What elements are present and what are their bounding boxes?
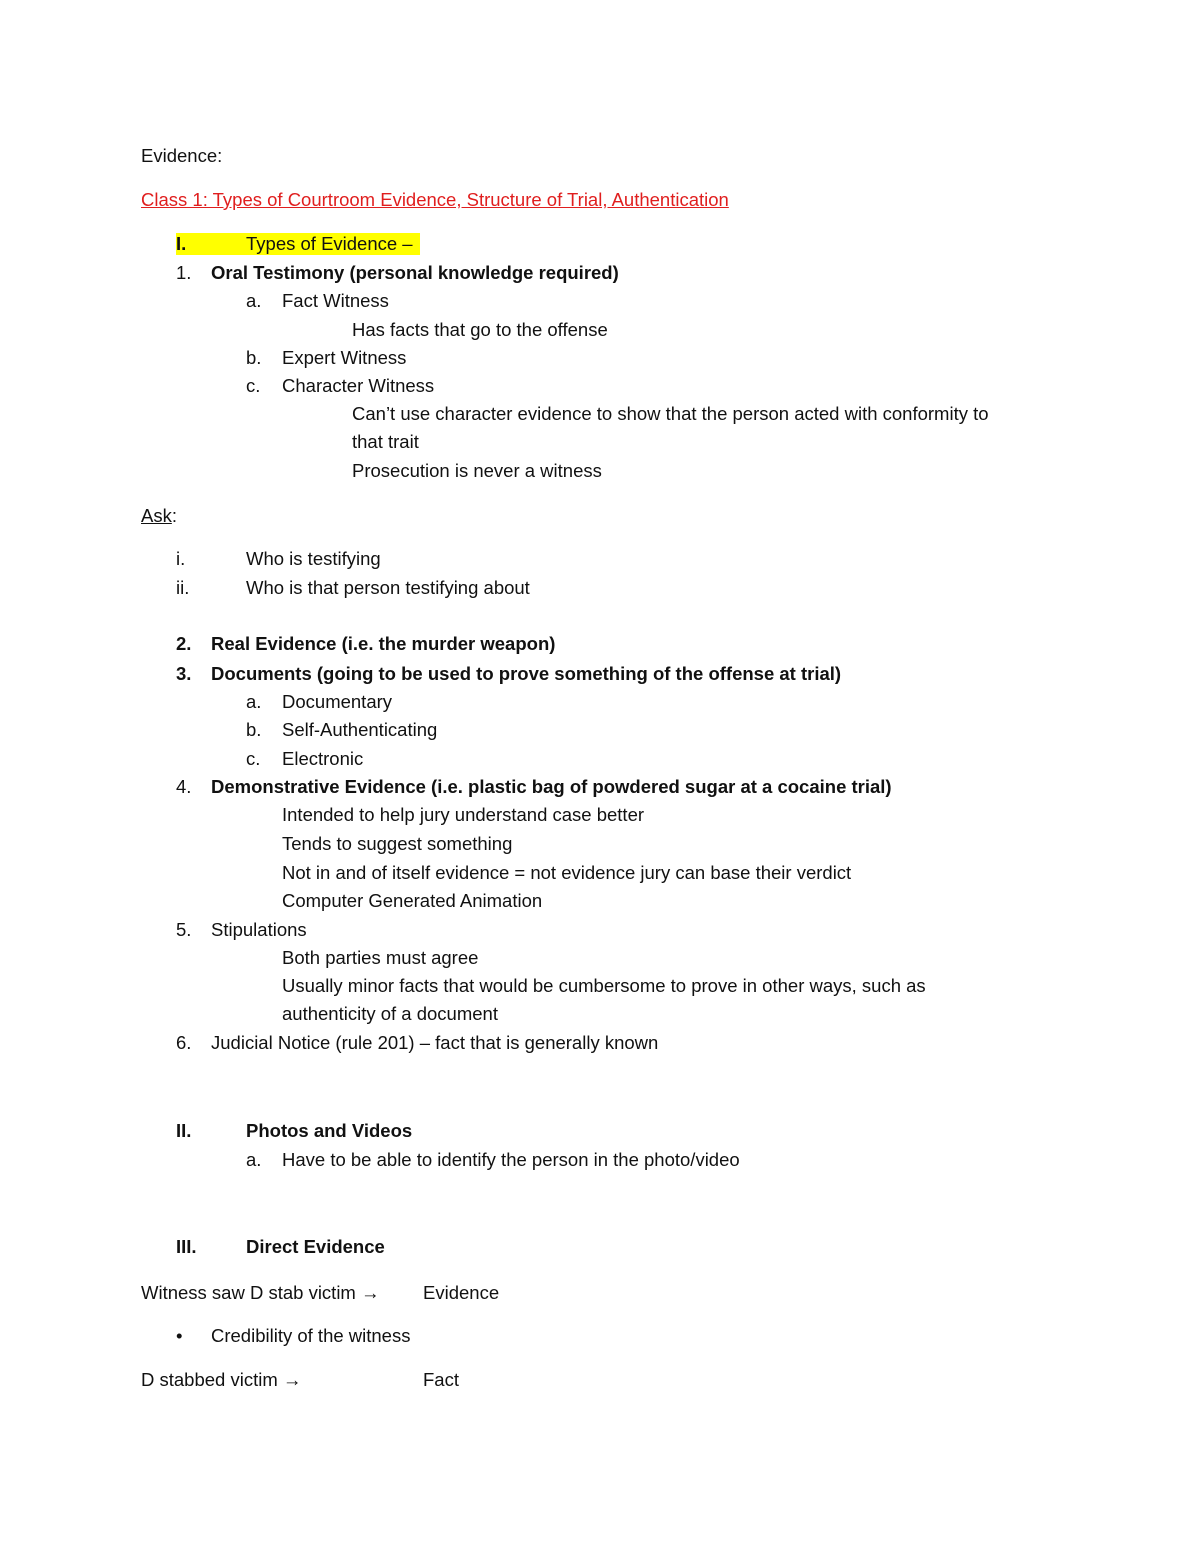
item-1b-label: Expert Witness (282, 347, 407, 368)
item-1c-number: c. (246, 375, 261, 396)
section-2a-text: Have to be able to identify the person in the photo/video (282, 1149, 740, 1170)
item-5-note-3: authenticity of a document (282, 1003, 498, 1024)
section-2-number: II. (176, 1120, 192, 1141)
section-1-label: Types of Evidence – (246, 233, 413, 254)
ask-item-2-number: ii. (176, 577, 190, 598)
item-6-number: 6. (176, 1032, 192, 1053)
item-3-label: Documents (going to be used to prove something of the offense at trial) (211, 663, 842, 684)
item-4-label: Demonstrative Evidence (i.e. plastic bag of powdered sugar at a cocaine trial) (211, 776, 892, 797)
item-1c-note-2: Prosecution is never a witness (352, 460, 602, 481)
section-3-number: III. (176, 1236, 197, 1257)
ask-colon: : (171, 505, 177, 526)
ask-item-1-number: i. (176, 548, 186, 569)
item-1c-note-1: Can’t use character evidence to show that the person acted with conformity to (352, 403, 989, 424)
item-5-number: 5. (176, 919, 192, 940)
item-4-note-4: Computer Generated Animation (282, 890, 543, 911)
bullet-1-text: Credibility of the witness (211, 1325, 411, 1346)
ask-label: Ask (141, 505, 172, 526)
item-6-label: Judicial Notice (rule 201) – fact that is generally known (211, 1032, 659, 1053)
section-2-label: Photos and Videos (246, 1120, 413, 1141)
item-3-number: 3. (176, 663, 192, 684)
item-5-note-1: Both parties must agree (282, 947, 479, 968)
item-4-note-1: Intended to help jury understand case better (282, 804, 645, 825)
item-4-note-3: Not in and of itself evidence = not evidence jury can base their verdict (282, 862, 852, 883)
item-1c-note-1-continued: that trait (352, 431, 419, 452)
item-3c-text: Electronic (282, 748, 364, 769)
flow-1-right: Evidence (423, 1282, 500, 1303)
section-2a-number: a. (246, 1149, 262, 1170)
ask-item-2-text: Who is that person testifying about (246, 577, 530, 598)
item-1a-number: a. (246, 290, 262, 311)
doc-title: Evidence: (141, 145, 223, 166)
item-3c-number: c. (246, 748, 261, 769)
item-5-label: Stipulations (211, 919, 307, 940)
item-1-label: Oral Testimony (personal knowledge required) (211, 262, 619, 283)
section-3-label: Direct Evidence (246, 1236, 385, 1257)
item-4-note-2: Tends to suggest something (282, 833, 513, 854)
item-2-label: Real Evidence (i.e. the murder weapon) (211, 633, 556, 654)
item-1a-note: Has facts that go to the offense (352, 319, 608, 340)
item-4-number: 4. (176, 776, 192, 797)
item-3a-number: a. (246, 691, 262, 712)
item-3a-text: Documentary (282, 691, 393, 712)
section-1-number: I. (176, 233, 187, 254)
item-2-number: 2. (176, 633, 192, 654)
item-5-note-2: Usually minor facts that would be cumbersome to prove in other ways, such as (282, 975, 926, 996)
ask-label-line (141, 505, 177, 527)
item-3b-text: Self-Authenticating (282, 719, 438, 740)
item-3b-number: b. (246, 719, 262, 740)
item-1b-number: b. (246, 347, 262, 368)
bullet-icon: • (176, 1325, 183, 1346)
item-1c-label: Character Witness (282, 375, 435, 396)
flow-2-left: D stabbed victim → (141, 1369, 302, 1390)
flow-2-right: Fact (423, 1369, 459, 1390)
item-1a-label: Fact Witness (282, 290, 389, 311)
class-heading: Class 1: Types of Courtroom Evidence, Structure of Trial, Authentication (141, 189, 729, 210)
item-1-number: 1. (176, 262, 192, 283)
ask-item-1-text: Who is testifying (246, 548, 381, 569)
flow-1-left: Witness saw D stab victim → (141, 1282, 380, 1303)
